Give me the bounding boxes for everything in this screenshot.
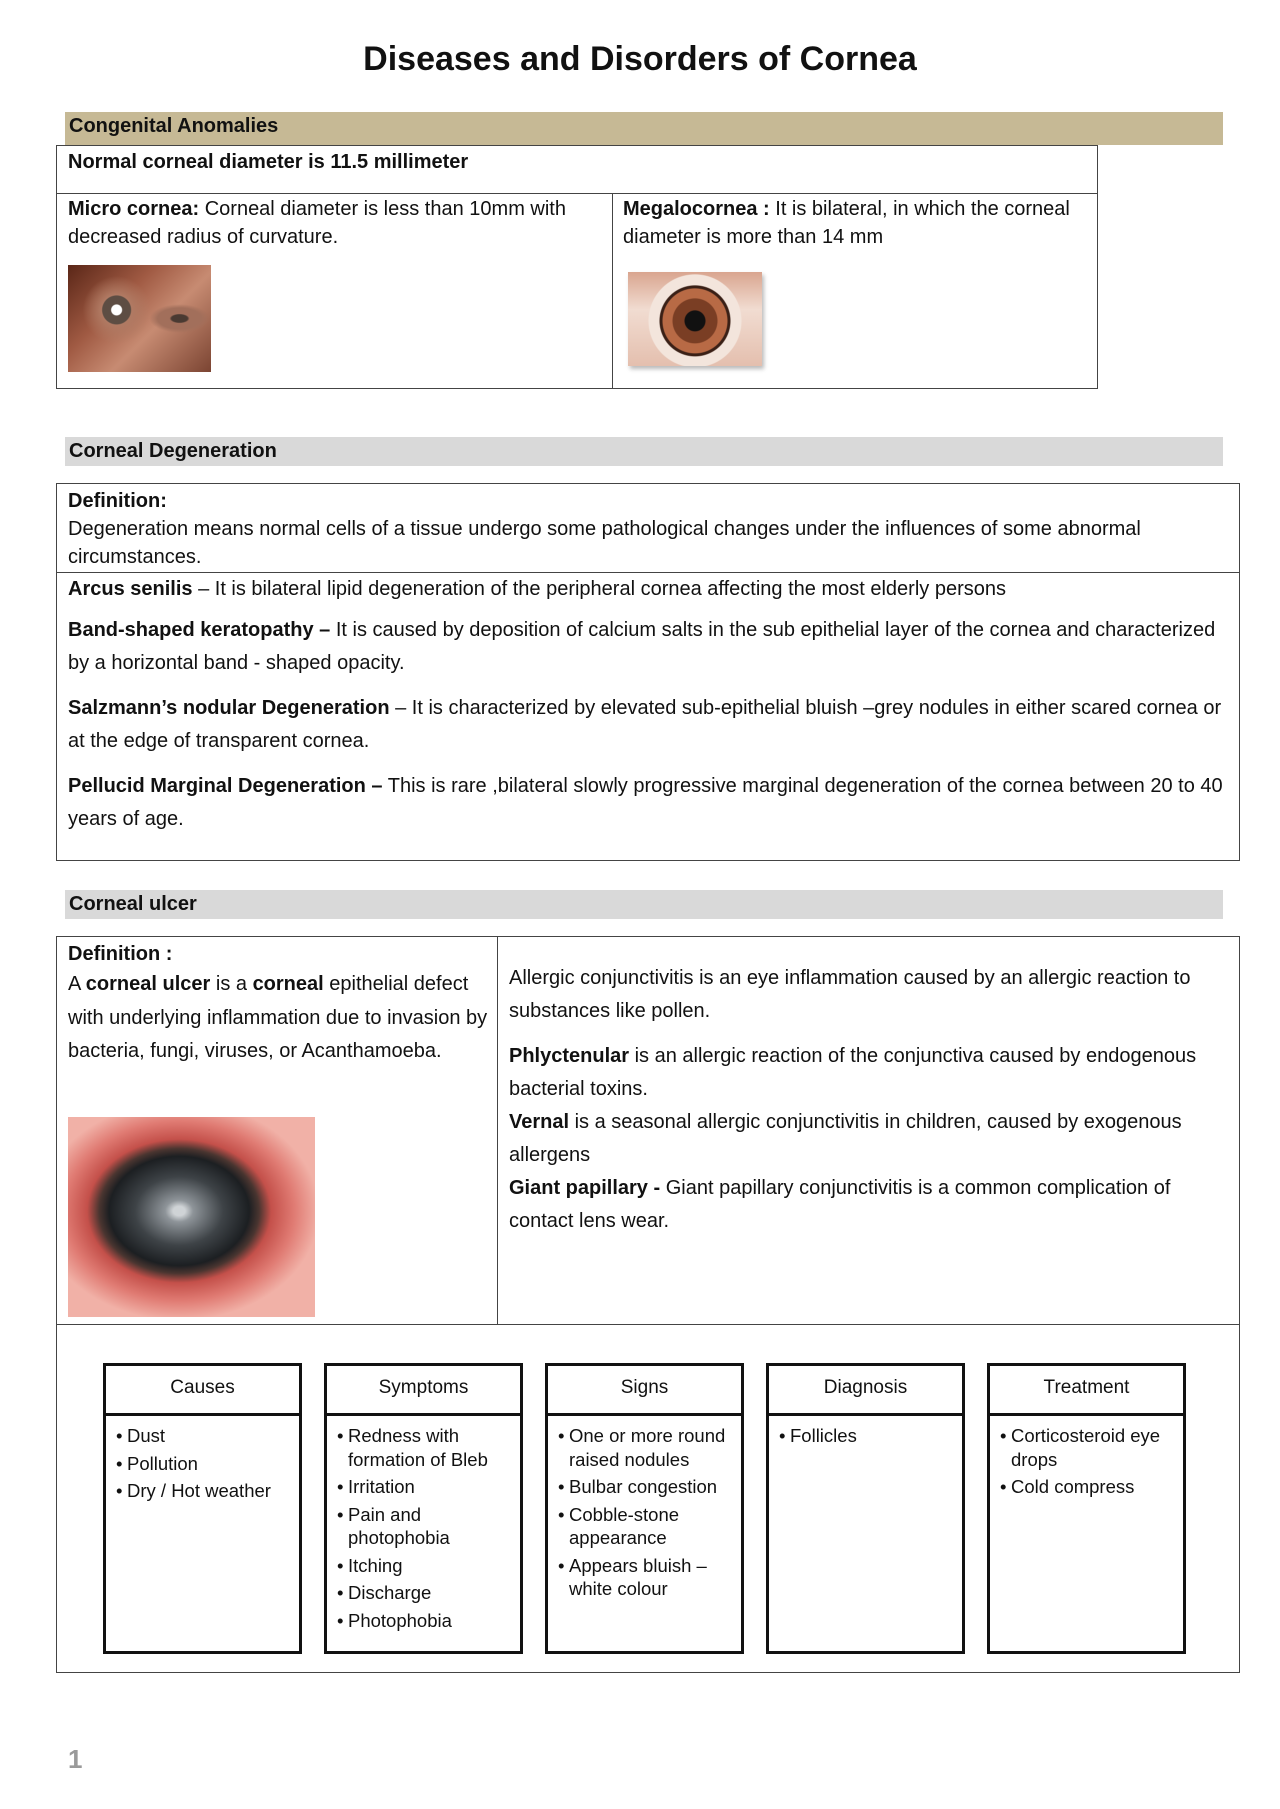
micro-cornea-text bbox=[68, 195, 568, 251]
degeneration-item: Arcus senilis – It is bilateral lipid degeneration of the peripheral cornea affecting the most elderly persons bbox=[68, 578, 1006, 600]
summary-box-symptoms bbox=[324, 1363, 523, 1654]
megalocornea-text bbox=[623, 195, 1088, 251]
summary-header: Causes bbox=[106, 1366, 299, 1416]
list-item: • Dry / Hot weather bbox=[116, 1479, 295, 1503]
summary-box-treatment bbox=[987, 1363, 1186, 1654]
degeneration-definition-text: Degeneration means normal cells of a tissue undergo some pathological changes under the influences of some abnormal circumstances. bbox=[68, 518, 1141, 568]
list-item: • Cold compress bbox=[1000, 1475, 1179, 1499]
summary-list bbox=[106, 1424, 299, 1503]
summary-header: Symptoms bbox=[327, 1366, 520, 1416]
list-item: • Pain and photophobia bbox=[337, 1503, 516, 1550]
summary-list bbox=[990, 1424, 1183, 1499]
list-item: • Photophobia bbox=[337, 1609, 516, 1633]
megalocornea-photo bbox=[628, 272, 762, 366]
column-divider bbox=[612, 193, 613, 388]
summary-box-causes bbox=[103, 1363, 302, 1654]
page-number: 1 bbox=[68, 1744, 83, 1774]
micro-cornea-term: Micro cornea: bbox=[68, 198, 200, 220]
summary-header: Diagnosis bbox=[769, 1366, 962, 1416]
list-item: • Redness with formation of Bleb bbox=[337, 1424, 516, 1471]
list-item: • Appears bluish – white colour bbox=[558, 1554, 737, 1601]
list-item: • Pollution bbox=[116, 1452, 295, 1476]
allergic-conjunctivitis-text bbox=[509, 962, 1229, 1238]
summary-box-diagnosis bbox=[766, 1363, 965, 1654]
degeneration-list bbox=[68, 573, 1228, 848]
summary-list bbox=[327, 1424, 520, 1632]
list-item: • Irritation bbox=[337, 1475, 516, 1499]
list-item: • Cobble-stone appearance bbox=[558, 1503, 737, 1550]
section-heading-ulcer: Corneal ulcer bbox=[65, 890, 1223, 919]
normal-diameter-note: Normal corneal diameter is 11.5 millimeter bbox=[68, 151, 469, 173]
row-divider bbox=[57, 193, 1097, 194]
summary-list bbox=[548, 1424, 741, 1601]
ulcer-definition-label: Definition : bbox=[68, 943, 173, 965]
corneal-ulcer-photo bbox=[68, 1117, 315, 1317]
summary-header: Treatment bbox=[990, 1366, 1183, 1416]
micro-cornea-desc: Corneal diameter is less than 10mm with decreased radius of curvature. bbox=[68, 198, 566, 248]
list-item: • Bulbar congestion bbox=[558, 1475, 737, 1499]
summary-header: Signs bbox=[548, 1366, 741, 1416]
allergic-type: Phlyctenular is an allergic reaction of the conjunctiva caused by endogenous bacterial toxins. bbox=[509, 1045, 1197, 1100]
allergic-type: Vernal is a seasonal allergic conjunctivitis in children, caused by exogenous allergens bbox=[509, 1111, 1182, 1166]
allergic-intro: Allergic conjunctivitis is an eye inflammation caused by an allergic reaction to substances like pollen. bbox=[509, 967, 1191, 1022]
list-item: • Follicles bbox=[779, 1424, 958, 1448]
megalocornea-term: Megalocornea : bbox=[623, 198, 770, 220]
list-item: • Dust bbox=[116, 1424, 295, 1448]
megalocornea-desc: It is bilateral, in which the corneal diameter is more than 14 mm bbox=[623, 198, 1070, 248]
micro-cornea-photo bbox=[68, 265, 211, 372]
allergic-type: Giant papillary - Giant papillary conjunctivitis is a common complication of contact lens wear. bbox=[509, 1177, 1171, 1232]
list-item: • One or more round raised nodules bbox=[558, 1424, 737, 1471]
degeneration-item: Salzmann’s nodular Degeneration – It is characterized by elevated sub-epithelial bluish –grey nodules in either scared cornea or at the edge of transparent cornea. bbox=[68, 697, 1222, 752]
degeneration-definition-label: Definition: bbox=[68, 490, 167, 512]
degeneration-item: Band-shaped keratopathy – It is caused by deposition of calcium salts in the sub epithelial layer of the cornea and characterized by a horizontal band - shaped opacity. bbox=[68, 619, 1216, 674]
summary-list bbox=[769, 1424, 962, 1448]
list-item: • Itching bbox=[337, 1554, 516, 1578]
list-item: • Corticosteroid eye drops bbox=[1000, 1424, 1179, 1471]
column-divider bbox=[497, 937, 498, 1324]
section-heading-degeneration: Corneal Degeneration bbox=[65, 437, 1223, 466]
row-divider bbox=[57, 1324, 1239, 1325]
congenital-table bbox=[56, 145, 1098, 389]
page-title: Diseases and Disorders of Cornea bbox=[363, 40, 917, 78]
section-heading-congenital: Congenital Anomalies bbox=[65, 112, 1223, 145]
degeneration-item: Pellucid Marginal Degeneration – This is rare ,bilateral slowly progressive marginal degeneration of the cornea between 20 to 40 years of age. bbox=[68, 775, 1223, 830]
summary-box-signs bbox=[545, 1363, 744, 1654]
ulcer-definition-text: A corneal ulcer is a corneal epithelial defect with underlying inflammation due to invasion by bacteria, fungi, viruses, or Acanthamoeba. bbox=[68, 973, 488, 1062]
list-item: • Discharge bbox=[337, 1581, 516, 1605]
